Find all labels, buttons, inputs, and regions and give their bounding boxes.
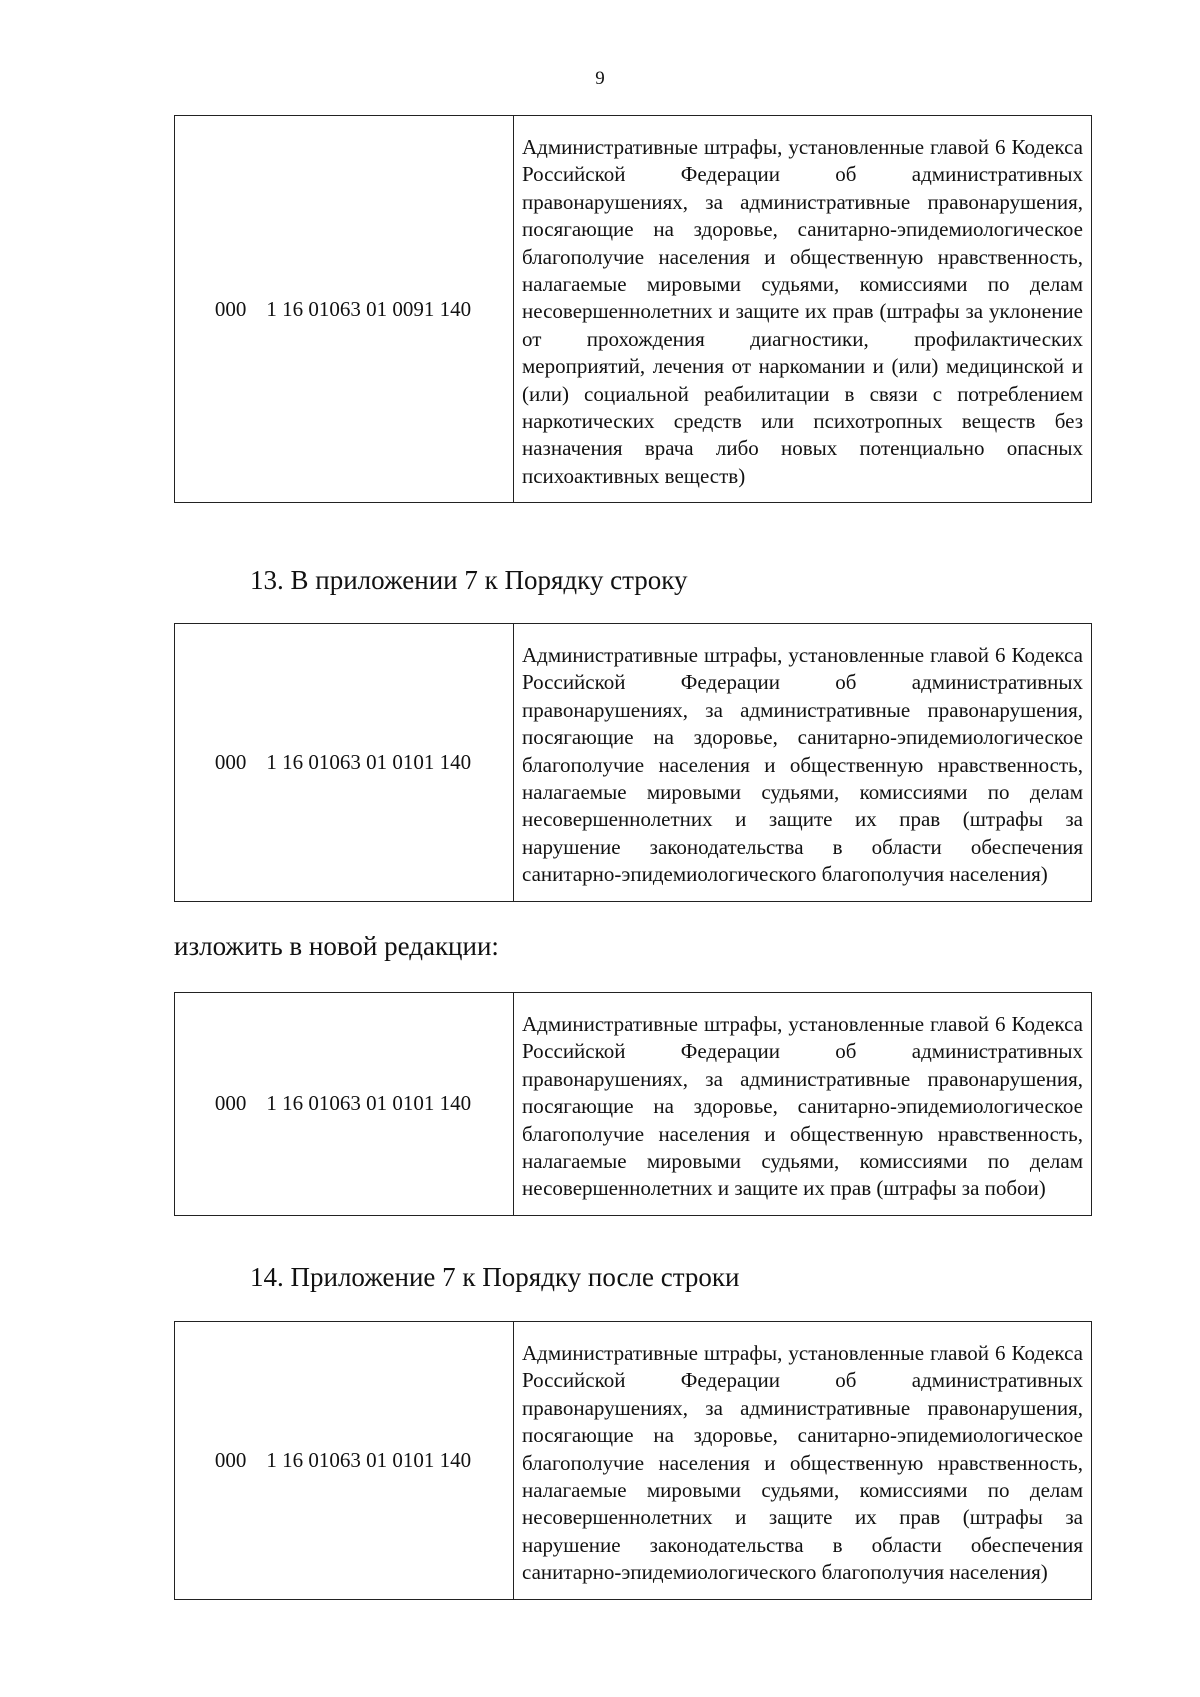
- admin-code: 000: [214, 749, 247, 774]
- budget-code-table-2: [174, 623, 1092, 902]
- paragraph-14: 14. Приложение 7 к Порядку после строки: [250, 1262, 740, 1292]
- table-row: [175, 993, 1092, 1216]
- admin-code: 000: [214, 1447, 247, 1472]
- kbk-code: 1 16 01063 01 0101 140: [266, 1447, 472, 1472]
- budget-code-table-1: [174, 115, 1092, 503]
- page-number: 9: [595, 68, 605, 89]
- description-cell: Административные штрафы, установленные главой 6 Кодекса Российской Федерации об административных правонарушениях, за административные правонарушения, посягающие на здоровье, санитарно-эпидемиологическое благополучие населения и общественную нравственность, налагаемые мировыми судьями, комиссиями по делам несовершеннолетних и защите их прав (штрафы за нарушение законодательства в области обеспечения санитарно-эпидемиологического благополучия населения): [514, 1322, 1092, 1600]
- table-row: [175, 624, 1092, 902]
- description-cell: Административные штрафы, установленные главой 6 Кодекса Российской Федерации об административных правонарушениях, за административные правонарушения, посягающие на здоровье, санитарно-эпидемиологическое благополучие населения и общественную нравственность, налагаемые мировыми судьями, комиссиями по делам несовершеннолетних и защите их прав (штрафы за уклонение от прохождения диагностики, профилактических мероприятий, лечения от наркомании и (или) медицинской и (или) социальной реабилитации в связи с потреблением наркотических средств или психотропных веществ без назначения врача либо новых потенциально опасных психоактивных веществ): [514, 116, 1092, 503]
- kbk-code: 1 16 01063 01 0101 140: [266, 749, 472, 774]
- kbk-code: 1 16 01063 01 0101 140: [266, 1091, 472, 1116]
- code-cell: [175, 1322, 514, 1600]
- budget-code-table-3: [174, 992, 1092, 1216]
- admin-code: 000: [214, 296, 247, 321]
- budget-code-table-4: [174, 1321, 1092, 1600]
- code-cell: [175, 993, 514, 1216]
- paragraph-new-edition: изложить в новой редакции:: [174, 931, 499, 961]
- kbk-code: 1 16 01063 01 0091 140: [266, 296, 472, 321]
- admin-code: 000: [214, 1091, 247, 1116]
- code-cell: [175, 116, 514, 503]
- paragraph-13: 13. В приложении 7 к Порядку строку: [250, 565, 688, 595]
- description-cell: Административные штрафы, установленные главой 6 Кодекса Российской Федерации об административных правонарушениях, за административные правонарушения, посягающие на здоровье, санитарно-эпидемиологическое благополучие населения и общественную нравственность, налагаемые мировыми судьями, комиссиями по делам несовершеннолетних и защите их прав (штрафы за нарушение законодательства в области обеспечения санитарно-эпидемиологического благополучия населения): [514, 624, 1092, 902]
- code-cell: [175, 624, 514, 902]
- table-row: [175, 1322, 1092, 1600]
- description-cell: Административные штрафы, установленные главой 6 Кодекса Российской Федерации об административных правонарушениях, за административные правонарушения, посягающие на здоровье, санитарно-эпидемиологическое благополучие населения и общественную нравственность, налагаемые мировыми судьями, комиссиями по делам несовершеннолетних и защите их прав (штрафы за побои): [514, 993, 1092, 1216]
- table-row: [175, 116, 1092, 503]
